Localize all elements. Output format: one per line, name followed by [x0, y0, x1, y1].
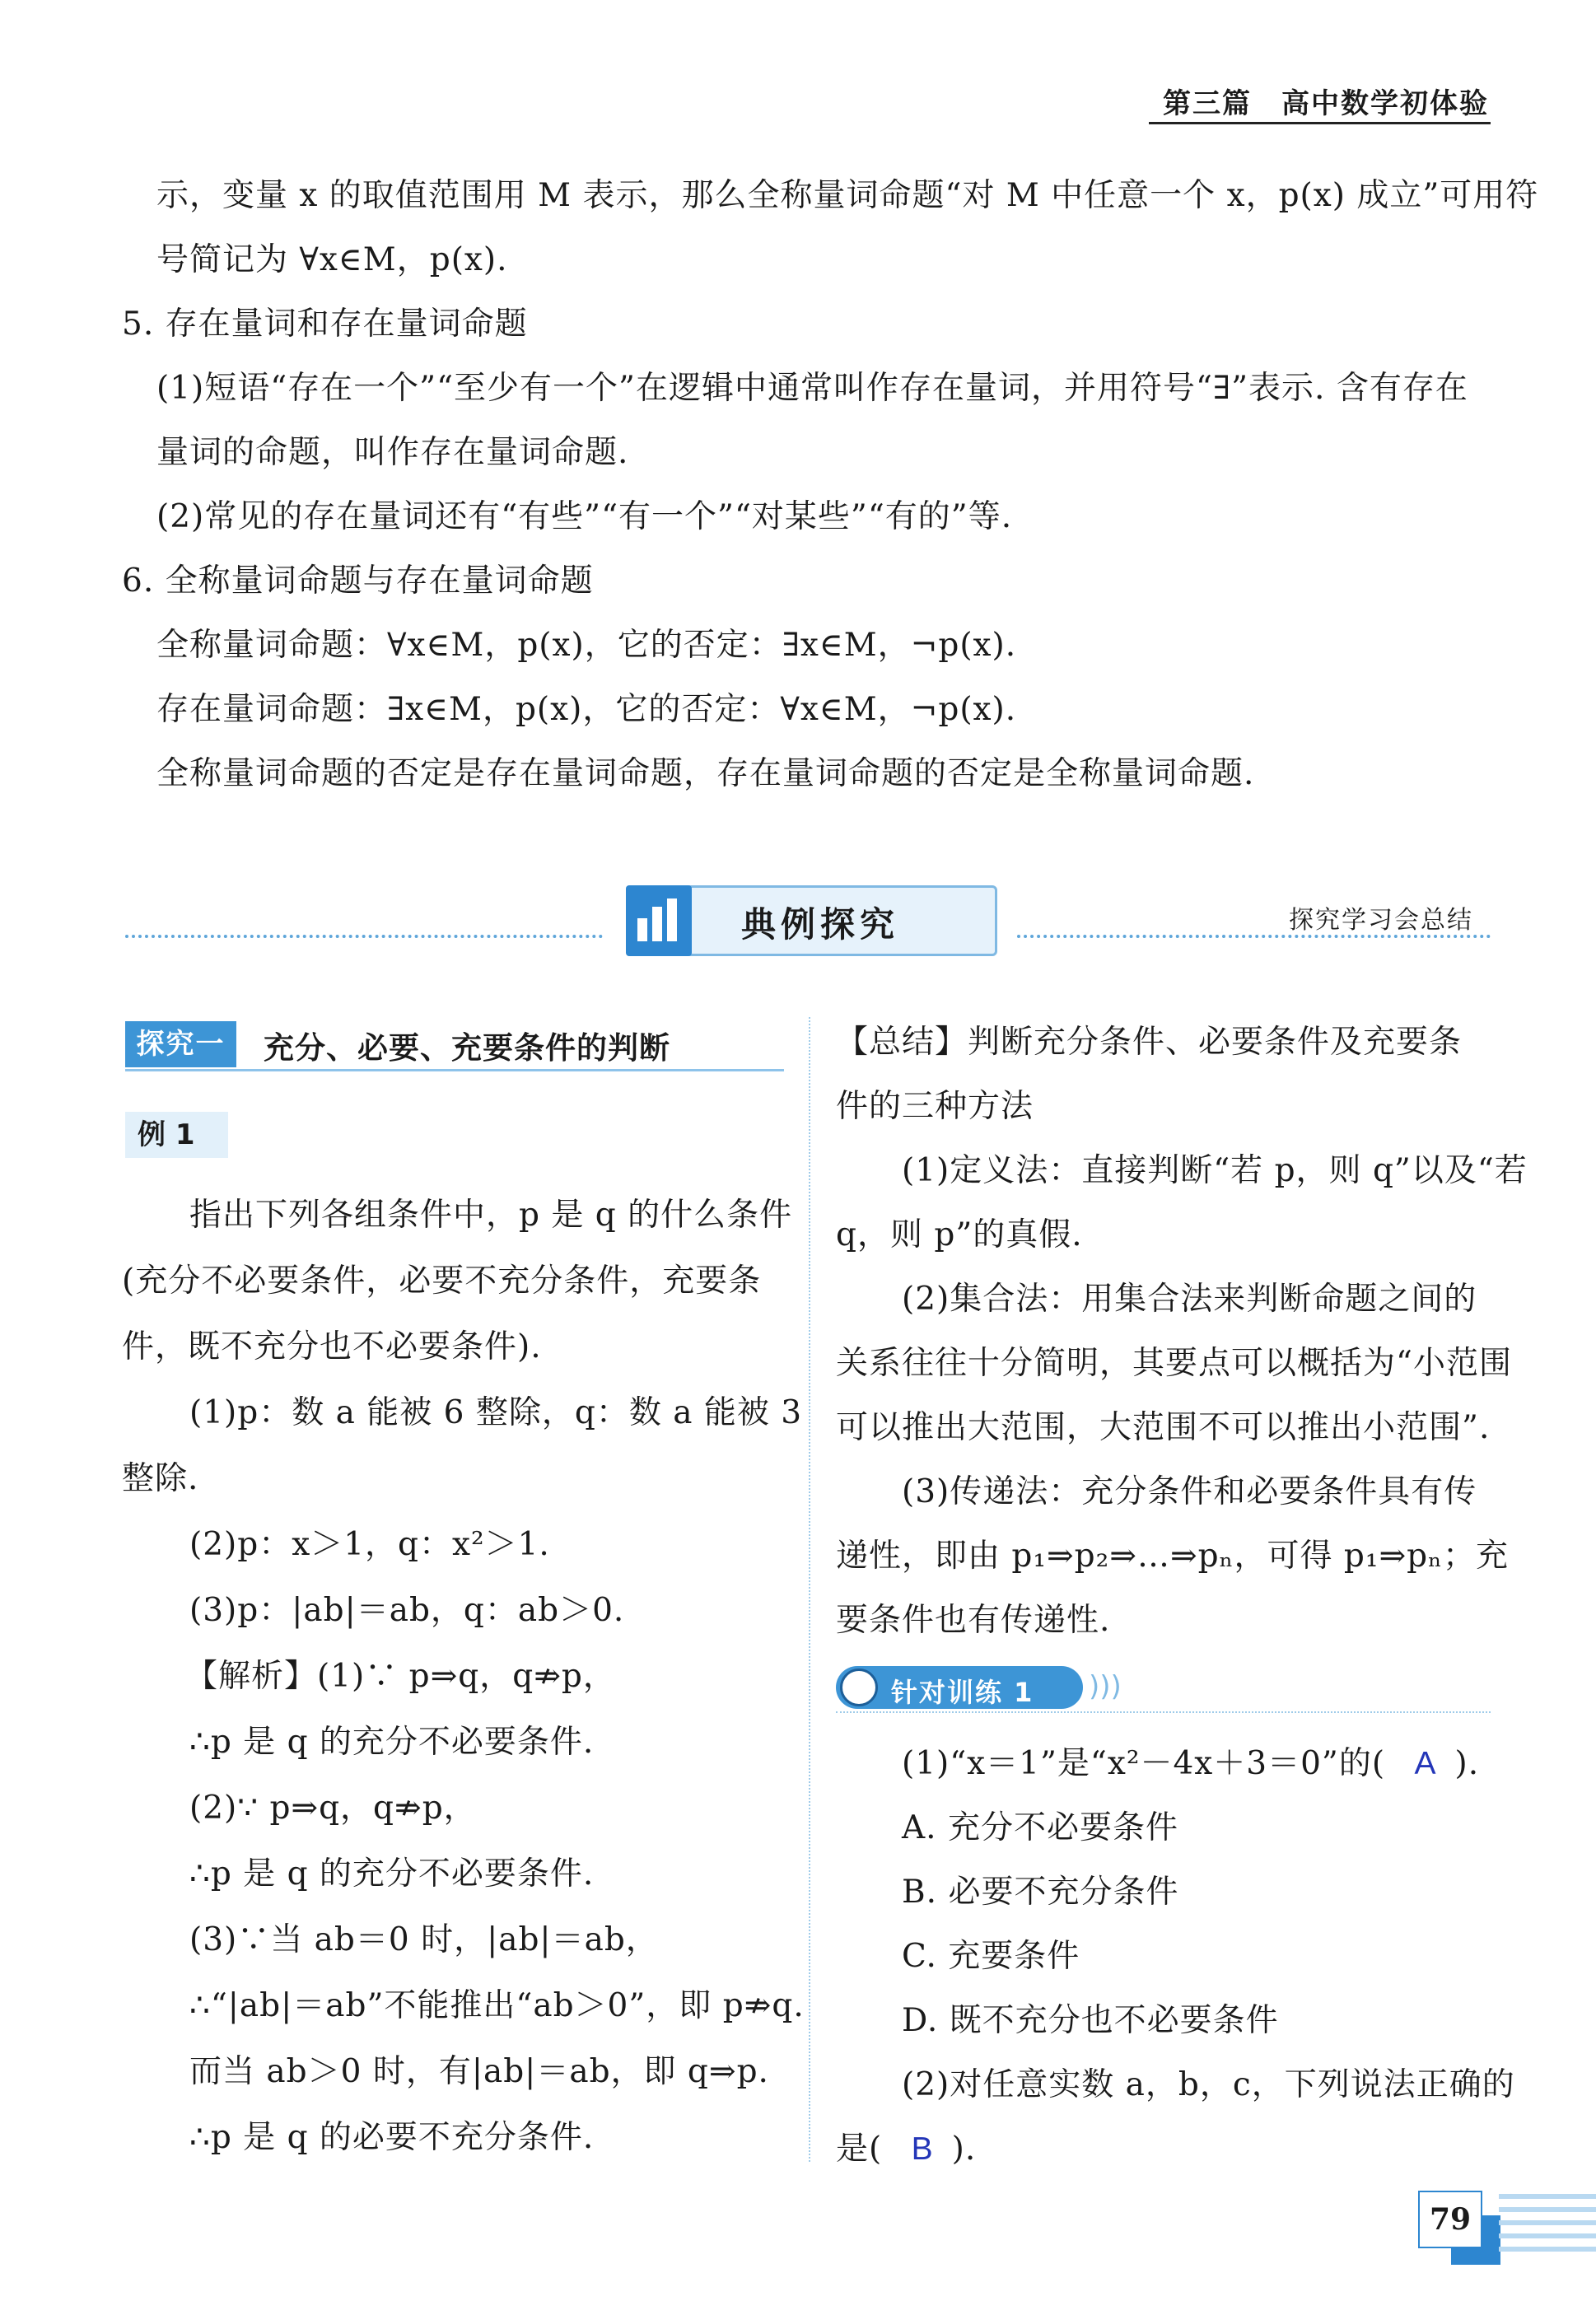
top-line-2: 号简记为 ∀x∈M，p(x). — [156, 241, 508, 278]
solution-line-7: 而当 ab＞0 时，有|ab|＝ab，即 q⇒p. — [189, 2053, 769, 2090]
top-line-8: 全称量词命题：∀x∈M，p(x)，它的否定：∃x∈M，¬p(x). — [156, 627, 1017, 664]
page-stripe — [1499, 2220, 1596, 2225]
top-line-5: 量词的命题，叫作存在量词命题. — [156, 434, 629, 471]
q2-answer: B — [911, 2131, 934, 2167]
running-header: 第三篇 高中数学初体验 — [1163, 87, 1489, 120]
bar-chart-icon — [626, 885, 692, 956]
summary-line-6: 关系往往十分简明，其要点可以概括为“小范围 — [836, 1345, 1512, 1382]
page-stripe — [1499, 2233, 1596, 2238]
page-stripe — [1499, 2247, 1596, 2252]
example-line-4: (1)p：数 a 能被 6 整除，q：数 a 能被 3 — [189, 1394, 803, 1431]
example-line-1: 指出下列各组条件中，p 是 q 的什么条件 — [189, 1197, 793, 1234]
summary-line-10: 要条件也有传递性. — [836, 1602, 1111, 1639]
header-rule — [1149, 122, 1491, 124]
training-q1 — [902, 1739, 1479, 1789]
top-line-1: 示，变量 x 的取值范围用 M 表示，那么全称量词命题“对 M 中任意一个 x，p(x) 成立”可用符 — [156, 177, 1539, 214]
solution-line-6: ∴“|ab|＝ab”不能推出“ab＞0”，即 p⇏q. — [189, 1987, 805, 2024]
option-a: A. 充分不必要条件 — [902, 1809, 1178, 1846]
item-5-heading: 5. 存在量词和存在量词命题 — [122, 306, 528, 343]
option-c: C. 充要条件 — [902, 1938, 1080, 1975]
banner-dots-left — [125, 935, 603, 938]
summary-line-9: 递性，即由 p₁⇒p₂⇒…⇒pₙ，可得 p₁⇒pₙ；充 — [836, 1538, 1509, 1575]
q1-answer: A — [1414, 1746, 1437, 1781]
sound-waves-icon: ))) — [1089, 1670, 1122, 1703]
summary-line-3: (1)定义法：直接判断“若 p，则 q”以及“若 — [902, 1152, 1528, 1189]
top-line-9: 存在量词命题：∃x∈M，p(x)，它的否定：∀x∈M，¬p(x). — [156, 691, 1017, 728]
summary-line-2: 件的三种方法 — [836, 1088, 1034, 1125]
q1-text: (1)“x＝1”是“x²－4x＋3＝0”的( — [902, 1745, 1386, 1782]
section-title: 充分、必要、充要条件的判断 — [264, 1030, 670, 1066]
example-line-7: (3)p：|ab|＝ab，q：ab＞0. — [189, 1592, 625, 1629]
training-q2-line2 — [836, 2125, 976, 2174]
summary-line-8: (3)传递法：充分条件和必要条件具有传 — [902, 1473, 1477, 1510]
solution-line-8: ∴p 是 q 的必要不充分条件. — [189, 2119, 595, 2156]
solution-line-2: ∴p 是 q 的充分不必要条件. — [189, 1724, 595, 1761]
banner-title: 典例探究 — [741, 904, 900, 945]
example-line-2: (充分不必要条件，必要不充分条件，充要条 — [122, 1263, 762, 1300]
page-number: 79 — [1418, 2191, 1482, 2248]
alarm-clock-icon — [840, 1669, 878, 1706]
example-line-5: 整除. — [122, 1460, 199, 1497]
training-label: 针对训练 1 — [891, 1677, 1034, 1708]
example-line-6: (2)p：x＞1，q：x²＞1. — [189, 1526, 550, 1563]
item-6-heading: 6. 全称量词命题与存在量词命题 — [122, 562, 594, 600]
page-stripe — [1499, 2194, 1596, 2199]
q2-prefix: 是( — [836, 2131, 883, 2168]
example-label: 例 1 — [125, 1112, 228, 1158]
training-q2-line1: (2)对任意实数 a，b，c，下列说法正确的 — [902, 2066, 1515, 2103]
summary-line-1: 【总结】判断充分条件、必要条件及充要条 — [836, 1024, 1463, 1061]
solution-line-5: (3)∵当 ab＝0 时，|ab|＝ab， — [189, 1921, 659, 1958]
training-rule — [836, 1711, 1491, 1713]
solution-line-1: 【解析】(1)∵ p⇒q，q⇏p， — [185, 1658, 616, 1695]
summary-line-4: q，则 p”的真假. — [836, 1216, 1083, 1253]
top-line-4: (1)短语“存在一个”“至少有一个”在逻辑中通常叫作存在量词，并用符号“∃”表示. 含有存在 — [156, 370, 1468, 407]
summary-line-5: (2)集合法：用集合法来判断命题之间的 — [902, 1281, 1477, 1318]
section-rule — [125, 1069, 784, 1071]
q2-close: ). — [951, 2131, 977, 2168]
column-divider — [809, 1017, 810, 2162]
example-line-3: 件，既不充分也不必要条件). — [122, 1328, 542, 1365]
q1-close: ). — [1454, 1745, 1480, 1782]
banner-subtitle: 探究学习会总结 — [1289, 906, 1473, 935]
top-line-6: (2)常见的存在量词还有“有些”“有一个”“对某些”“有的”等. — [156, 498, 1013, 535]
option-d: D. 既不充分也不必要条件 — [902, 2002, 1279, 2039]
top-line-10: 全称量词命题的否定是存在量词命题，存在量词命题的否定是全称量词命题. — [156, 755, 1255, 792]
option-b: B. 必要不充分条件 — [902, 1874, 1179, 1911]
page-stripe — [1499, 2207, 1596, 2212]
solution-line-4: ∴p 是 q 的充分不必要条件. — [189, 1855, 595, 1893]
section-tag: 探究一 — [125, 1021, 236, 1067]
summary-line-7: 可以推出大范围，大范围不可以推出小范围”. — [836, 1409, 1491, 1446]
solution-line-3: (2)∵ p⇒q，q⇏p， — [189, 1790, 477, 1827]
